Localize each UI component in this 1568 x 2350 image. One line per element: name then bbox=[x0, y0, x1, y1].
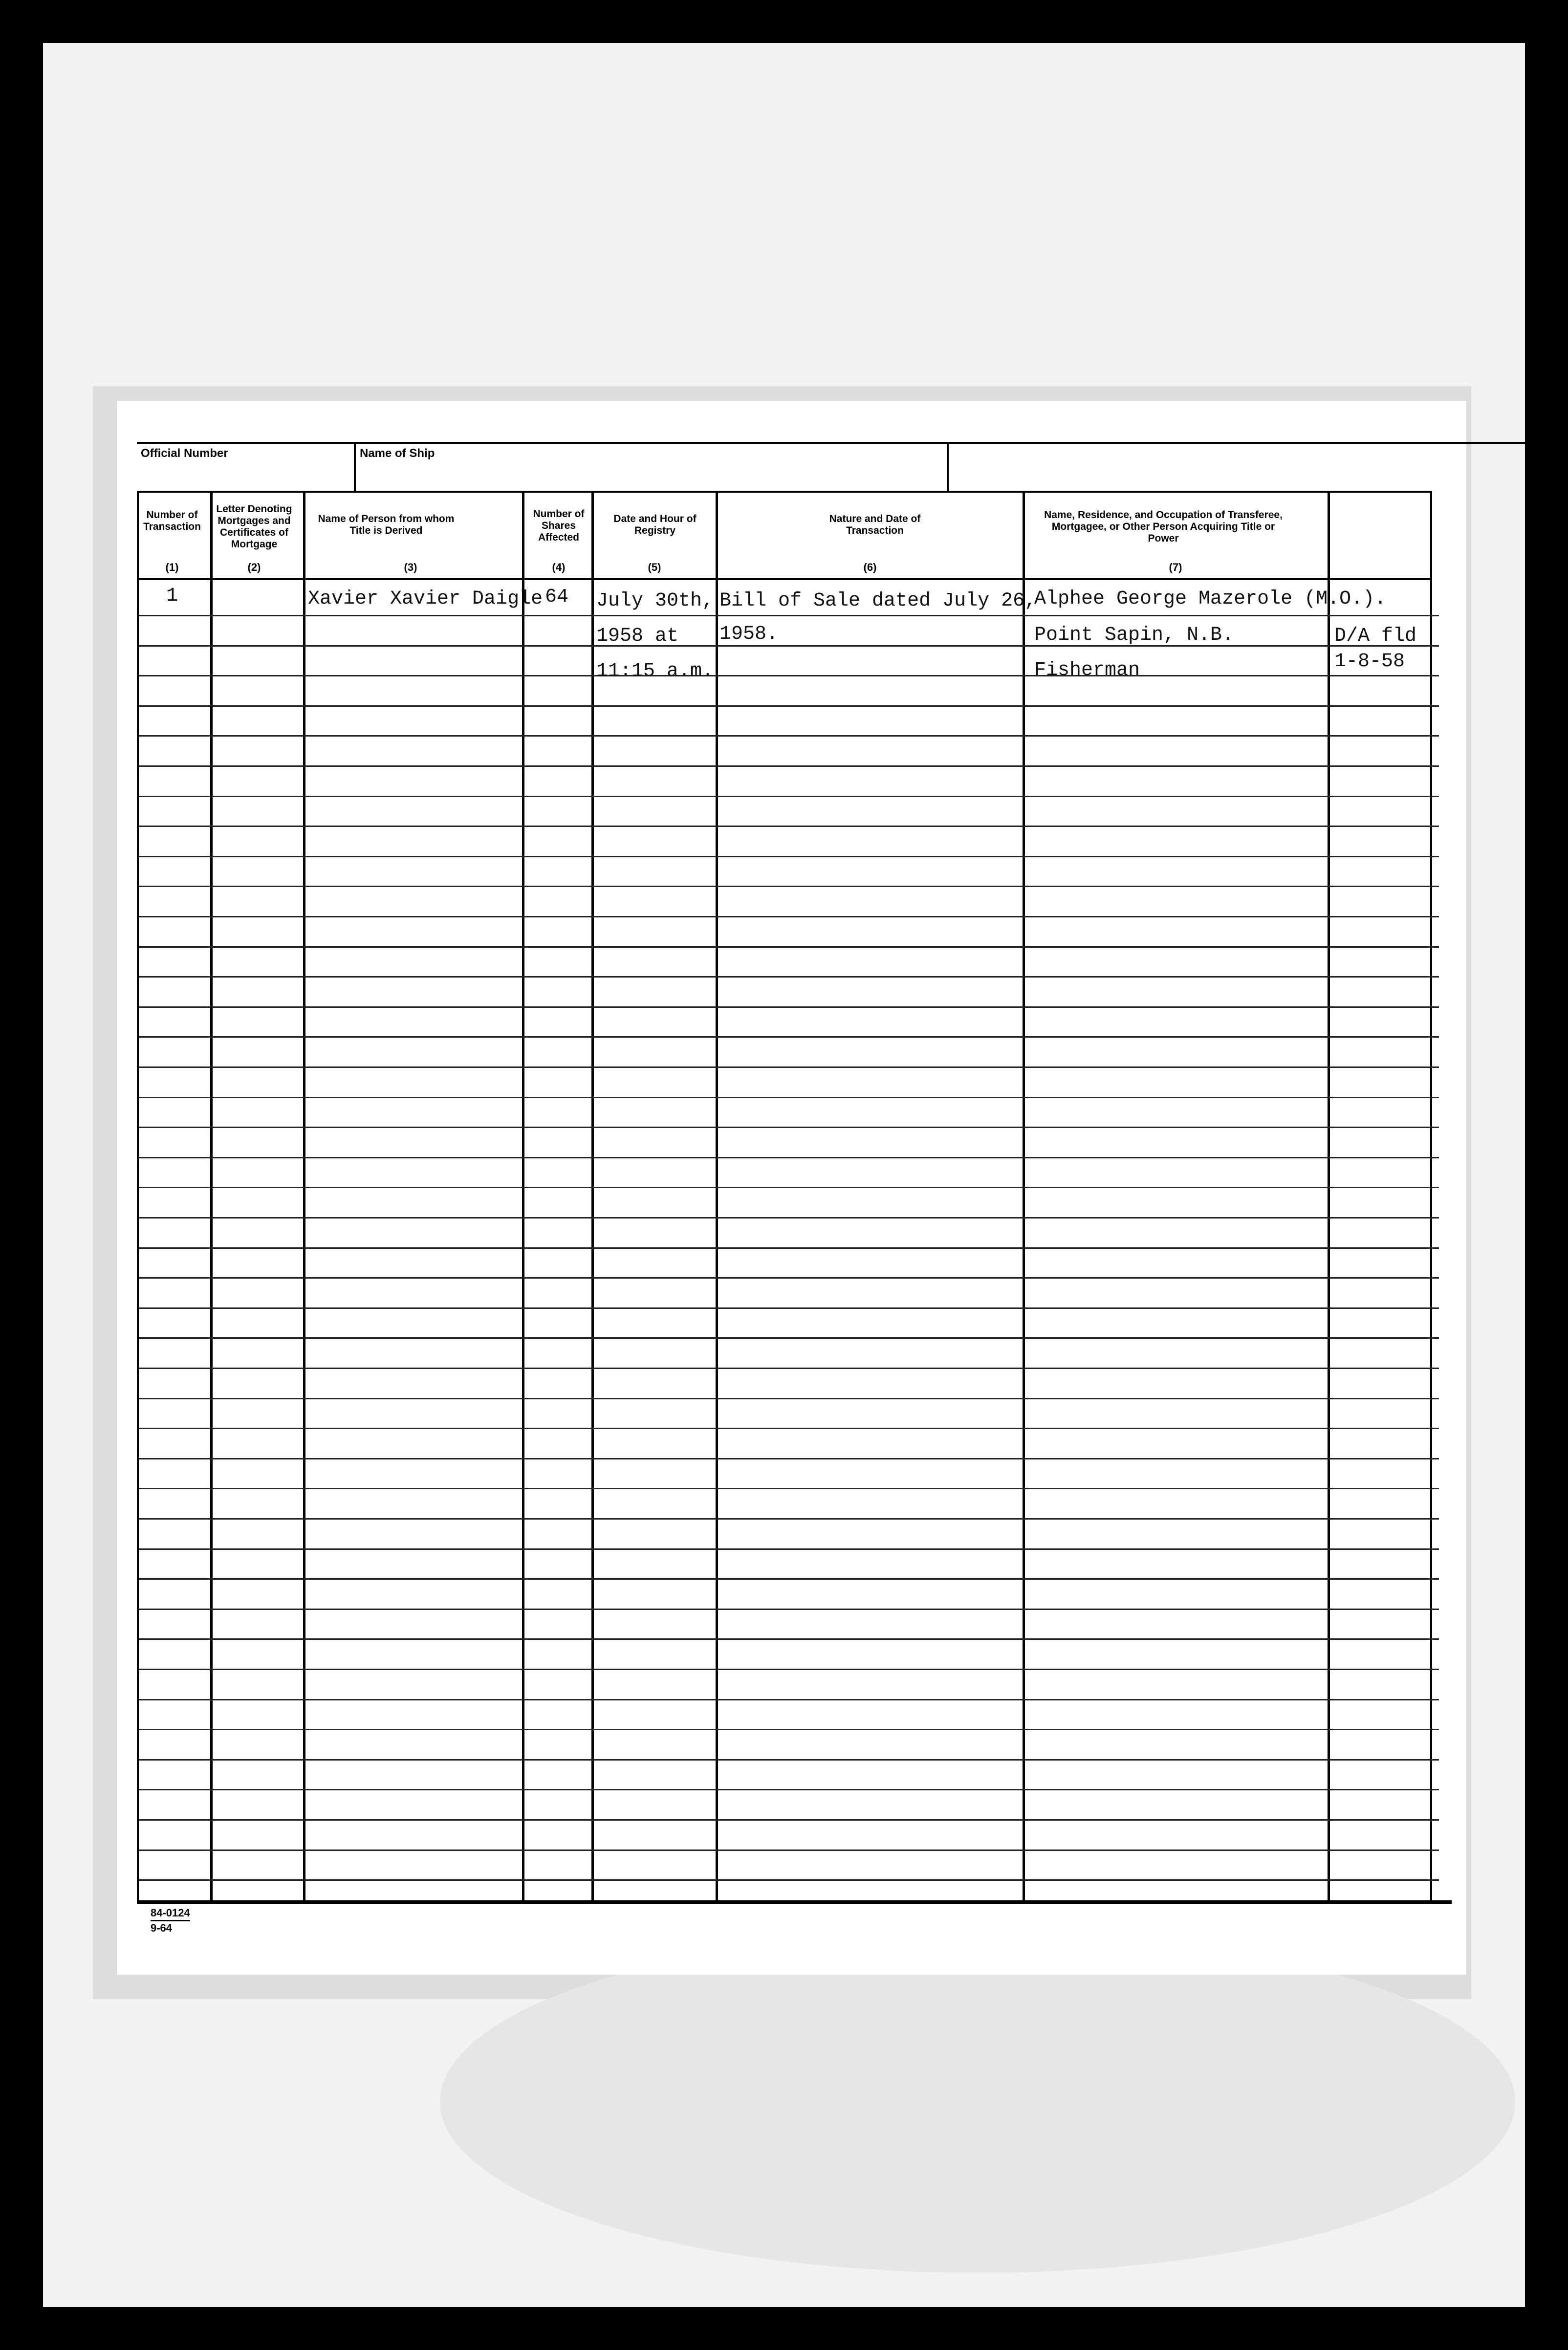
table-row bbox=[139, 946, 1439, 948]
registry-line-1: July 30th, bbox=[596, 590, 714, 612]
table-row bbox=[139, 1609, 1439, 1610]
name-of-ship-label: Name of Ship bbox=[360, 447, 435, 460]
table-row bbox=[139, 1277, 1439, 1279]
official-number-label: Official Number bbox=[141, 447, 228, 460]
col-4-heading: Number of Shares Affected bbox=[533, 508, 585, 543]
table-row bbox=[139, 1879, 1439, 1881]
table-row bbox=[139, 1789, 1439, 1790]
table-row bbox=[139, 976, 1439, 978]
table-row bbox=[139, 705, 1439, 707]
remarks-line-2: 1-8-58 bbox=[1334, 651, 1405, 673]
col-2-number: (2) bbox=[247, 561, 261, 573]
table-row bbox=[139, 1247, 1439, 1249]
col-3-heading: Name of Person from whom Title is Derived bbox=[318, 513, 455, 536]
registry-line-3: 11:15 a.m. bbox=[596, 660, 714, 682]
table-row bbox=[139, 1337, 1439, 1339]
table-row bbox=[139, 1036, 1439, 1038]
table-row bbox=[139, 916, 1439, 917]
header-bottom-rule bbox=[137, 578, 1432, 580]
from-person: Xavier Xavier Daigle bbox=[308, 588, 543, 610]
column-divider bbox=[303, 491, 305, 1902]
table-row bbox=[139, 1699, 1439, 1700]
column-divider bbox=[210, 491, 213, 1902]
table-row bbox=[139, 615, 1439, 616]
table-row bbox=[139, 1850, 1439, 1851]
col-3-number: (3) bbox=[404, 561, 417, 573]
header-right-edge bbox=[947, 442, 949, 491]
col-4-number: (4) bbox=[552, 561, 566, 573]
col-7-number: (7) bbox=[1169, 561, 1182, 573]
column-divider bbox=[1023, 491, 1025, 1902]
transaction-number: 1 bbox=[166, 585, 178, 607]
table-row bbox=[139, 1458, 1439, 1459]
transferee-line-1: Alphee George Mazerole (M.O.). bbox=[1034, 588, 1387, 610]
col-1-heading: Number of Transaction bbox=[143, 509, 201, 532]
table-row bbox=[139, 1578, 1439, 1580]
table-row bbox=[139, 675, 1439, 676]
table-row bbox=[139, 1729, 1439, 1730]
form-code bbox=[151, 1906, 190, 1935]
table-row bbox=[139, 1428, 1439, 1429]
column-divider bbox=[522, 491, 524, 1902]
shares-affected: 64 bbox=[545, 586, 569, 608]
transferee-line-3: Fisherman bbox=[1034, 659, 1140, 681]
table-row bbox=[139, 765, 1439, 767]
col-6-heading: Nature and Date of Transaction bbox=[829, 513, 921, 536]
form-code-line-2: 9-64 bbox=[151, 1922, 173, 1934]
column-divider bbox=[1430, 491, 1432, 1903]
nature-line-1: Bill of Sale dated July 26, bbox=[719, 590, 1037, 612]
header-field-divider bbox=[354, 442, 356, 491]
table-row bbox=[139, 796, 1439, 797]
header-top-rule bbox=[137, 442, 968, 444]
scan-smudge bbox=[440, 1931, 1515, 2273]
col-1-number: (1) bbox=[165, 561, 179, 573]
table-row bbox=[139, 1006, 1439, 1008]
column-divider bbox=[716, 491, 718, 1902]
remarks-line-1: D/A fld bbox=[1334, 625, 1417, 647]
form-code-line-1: 84-0124 bbox=[151, 1906, 190, 1921]
table-top-rule bbox=[137, 491, 1432, 493]
column-divider bbox=[137, 491, 139, 1902]
column-divider bbox=[591, 491, 594, 1902]
table-row bbox=[139, 1066, 1439, 1068]
nature-line-2: 1958. bbox=[719, 623, 779, 645]
table-row bbox=[139, 1217, 1439, 1219]
table-bottom-rule bbox=[137, 1900, 1452, 1904]
table-row bbox=[139, 1368, 1439, 1369]
table-row bbox=[139, 886, 1439, 887]
table-row bbox=[139, 856, 1439, 857]
col-7-heading: Name, Residence, and Occupation of Transferee, Mortgagee, or Other Person Acquiring Title or Power bbox=[1044, 509, 1283, 544]
table-row bbox=[139, 1307, 1439, 1309]
table-row bbox=[139, 826, 1439, 827]
col-5-heading: Date and Hour of Registry bbox=[613, 513, 697, 536]
table-row bbox=[139, 1548, 1439, 1550]
table-row bbox=[139, 1187, 1439, 1188]
table-row bbox=[139, 645, 1439, 647]
col-5-number: (5) bbox=[648, 561, 661, 573]
register-form bbox=[117, 401, 1466, 1975]
col-2-heading: Letter Denoting Mortgages and Certificates of Mortgage bbox=[216, 503, 292, 550]
table-row bbox=[139, 1488, 1439, 1489]
table-row bbox=[139, 1819, 1439, 1821]
table-row bbox=[139, 1157, 1439, 1158]
table-row bbox=[139, 1097, 1439, 1098]
table-row bbox=[139, 1127, 1439, 1128]
col-6-number: (6) bbox=[863, 561, 877, 573]
table-row bbox=[139, 735, 1439, 737]
registry-line-2: 1958 at bbox=[596, 625, 679, 647]
table-row bbox=[139, 1518, 1439, 1520]
column-divider bbox=[1328, 491, 1330, 1902]
transferee-line-2: Point Sapin, N.B. bbox=[1034, 624, 1234, 646]
table-row bbox=[139, 1398, 1439, 1399]
table-row bbox=[139, 1759, 1439, 1761]
table-row bbox=[139, 1638, 1439, 1640]
table-row bbox=[139, 1669, 1439, 1670]
